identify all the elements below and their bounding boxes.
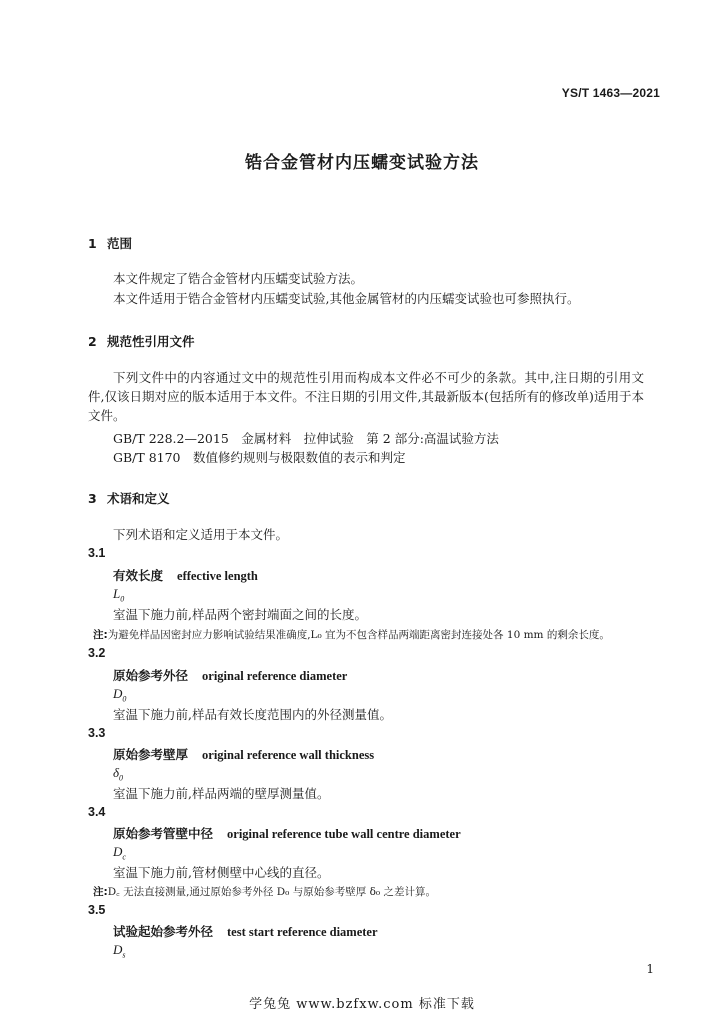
section-1-heading bbox=[88, 234, 132, 252]
section-number: 2 bbox=[88, 334, 97, 349]
term-definition: 室温下施力前,样品有效长度范围内的外径测量值。 bbox=[113, 707, 392, 722]
term-number: 3.1 bbox=[88, 546, 106, 560]
term-symbol bbox=[113, 765, 123, 783]
term-number: 3.2 bbox=[88, 646, 106, 660]
section-number: 3 bbox=[88, 491, 97, 506]
term-number: 3.5 bbox=[88, 903, 106, 917]
symbol-sub: s bbox=[122, 950, 126, 960]
footer-watermark: 学兔兔 www.bzfxw.com 标准下载 bbox=[249, 997, 475, 1012]
term-title bbox=[113, 745, 374, 763]
symbol-sub: 0 bbox=[122, 694, 127, 704]
paragraph: 下列文件中的内容通过文中的规范性引用而构成本文件必不可少的条款。其中,注日期的引用文件,仅该日期对应的版本适用于本文件。不注日期的引用文件,其最新版本(包括所有的修改单)适用于本文件。 bbox=[88, 370, 644, 423]
term-en: original reference wall thickness bbox=[202, 748, 375, 762]
note-label: 注: bbox=[93, 886, 108, 898]
symbol-sub: 0 bbox=[119, 773, 124, 783]
section-2-heading bbox=[88, 332, 195, 350]
document-title: 锆合金管材内压蠕变试验方法 bbox=[245, 153, 479, 173]
symbol-main: D bbox=[113, 942, 123, 957]
term-zh: 原始参考壁厚 bbox=[113, 747, 189, 762]
term-definition: 室温下施力前,样品两个密封端面之间的长度。 bbox=[113, 607, 367, 622]
symbol-sub: 0 bbox=[120, 594, 125, 604]
term-symbol bbox=[113, 942, 126, 960]
term-note bbox=[93, 884, 436, 899]
standard-number: YS/T 1463—2021 bbox=[561, 86, 660, 100]
note-text: D꜀ 无法直接测量,通过原始参考外径 D₀ 与原始参考壁厚 δ₀ 之差计算。 bbox=[107, 886, 436, 898]
term-title bbox=[113, 824, 461, 842]
term-zh: 原始参考管壁中径 bbox=[113, 826, 214, 841]
term-title bbox=[113, 922, 378, 940]
term-zh: 试验起始参考外径 bbox=[113, 924, 214, 939]
term-en: original reference diameter bbox=[202, 669, 348, 683]
term-en: effective length bbox=[177, 569, 258, 583]
symbol-main: L bbox=[113, 586, 121, 601]
term-definition: 室温下施力前,样品两端的壁厚测量值。 bbox=[113, 786, 330, 801]
paragraph: 下列术语和定义适用于本文件。 bbox=[113, 527, 289, 542]
term-title bbox=[113, 666, 347, 684]
section-title: 规范性引用文件 bbox=[107, 334, 195, 349]
term-zh: 原始参考外径 bbox=[113, 668, 189, 683]
section-3-heading bbox=[88, 489, 170, 507]
reference-item: GB/T 228.2—2015 金属材料 拉伸试验 第 2 部分:高温试验方法 bbox=[113, 431, 499, 446]
paragraph: 本文件规定了锆合金管材内压蠕变试验方法。 bbox=[113, 271, 364, 286]
section-title: 范围 bbox=[107, 236, 133, 251]
term-zh: 有效长度 bbox=[113, 568, 164, 583]
note-label: 注: bbox=[93, 629, 108, 641]
term-symbol bbox=[113, 686, 126, 704]
term-title bbox=[113, 566, 258, 584]
term-en: test start reference diameter bbox=[227, 925, 378, 939]
term-en: original reference tube wall centre diameter bbox=[227, 827, 461, 841]
symbol-main: δ bbox=[113, 765, 120, 780]
page-number: 1 bbox=[646, 962, 654, 976]
term-number: 3.3 bbox=[88, 726, 106, 740]
term-symbol bbox=[113, 844, 126, 862]
section-title: 术语和定义 bbox=[107, 491, 170, 506]
symbol-sub: c bbox=[122, 852, 126, 862]
paragraph: 本文件适用于锆合金管材内压蠕变试验,其他金属管材的内压蠕变试验也可参照执行。 bbox=[113, 291, 580, 306]
term-number: 3.4 bbox=[88, 805, 106, 819]
term-symbol bbox=[113, 586, 124, 604]
term-definition: 室温下施力前,管材侧壁中心线的直径。 bbox=[113, 865, 330, 880]
reference-item: GB/T 8170 数值修约规则与极限数值的表示和判定 bbox=[113, 450, 406, 465]
term-note bbox=[93, 627, 610, 642]
note-text: 为避免样品因密封应力影响试验结果准确度,L₀ 宜为不包含样品两端距离密封连接处各 10 mm 的剩余长度。 bbox=[107, 629, 610, 641]
symbol-main: D bbox=[113, 844, 123, 859]
symbol-main: D bbox=[113, 686, 123, 701]
section-number: 1 bbox=[88, 236, 97, 251]
